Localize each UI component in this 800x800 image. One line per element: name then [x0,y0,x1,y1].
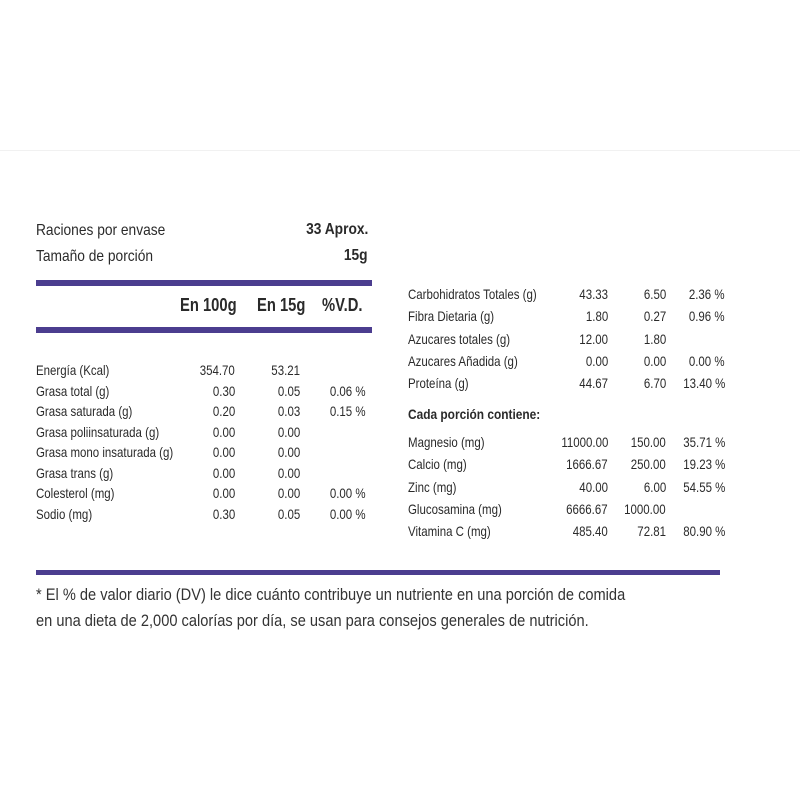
value-per-100g: 0.20 [212,403,235,419]
nutrient-name: Magnesio (mg) [408,434,485,450]
daily-value-percent: 80.90 % [682,523,725,540]
value-per-15g: 6.50 [643,286,666,302]
portion-nutrient-table [408,432,728,543]
value-per-100g: 44.67 [579,375,608,392]
daily-value-percent: 0.15 % [330,403,366,419]
nutrient-row [36,442,376,463]
nutrient-name: Proteína (g) [408,375,469,392]
nutrient-name: Fibra Dietaria (g) [408,308,495,325]
value-per-100g: 0.00 [212,464,235,481]
portion-contains-heading: Cada porción contiene: [408,406,541,422]
nutrient-name: Grasa poliinsaturada (g) [36,423,160,440]
nutrient-name: Grasa mono insaturada (g) [36,444,174,460]
right-nutrient-table [408,284,728,395]
servings-label: Raciones por envase [36,222,166,239]
value-per-15g: 6.70 [643,375,666,392]
value-per-15g: 0.27 [643,308,666,325]
daily-value-percent: 13.40 % [682,375,725,392]
nutrient-name: Vitamina C (mg) [408,523,491,540]
daily-value-percent: 35.71 % [682,434,725,450]
servings-row [36,218,372,244]
nutrient-name: Azucares totales (g) [408,330,511,347]
nutrient-name: Sodio (mg) [36,505,93,522]
daily-value-percent: 19.23 % [682,456,725,473]
value-per-100g: 1666.67 [566,456,608,473]
value-per-15g: 0.00 [643,352,666,369]
column-header-100g: En 100g [180,295,237,315]
top-margin-band [0,0,800,151]
nutrient-row [408,477,728,499]
value-per-100g: 0.00 [585,352,608,369]
value-per-100g: 0.00 [212,485,235,501]
nutrient-row [36,401,376,422]
portion-row [36,244,372,270]
nutrient-name: Azucares Añadida (g) [408,352,518,369]
daily-value-percent: 54.55 % [682,478,725,495]
value-per-15g: 1000.00 [624,500,666,517]
value-per-15g: 72.81 [637,523,666,540]
value-per-100g: 0.00 [212,444,235,460]
daily-value-percent: 0.00 % [689,352,725,369]
nutrient-row [408,454,728,476]
nutrient-row [36,381,376,402]
value-per-100g: 12.00 [579,330,608,347]
value-per-15g: 6.00 [643,478,666,495]
portion-value: 15g [344,247,368,264]
nutrient-row [36,422,376,443]
nutrient-row [408,351,728,373]
nutrient-row [408,521,728,543]
nutrient-name: Calcio (mg) [408,456,467,473]
value-per-15g: 0.03 [277,403,300,419]
daily-value-percent: 0.00 % [330,505,366,522]
servings-value: 33 Aprox. [305,221,368,238]
value-per-100g: 354.70 [199,362,235,378]
value-per-100g: 0.30 [212,505,235,522]
nutrient-name: Grasa total (g) [36,382,110,399]
nutrient-row [408,306,728,328]
footnote-line-1: * El % de valor diario (DV) le dice cuánto contribuye un nutriente en una porción de comida [36,585,626,604]
value-per-100g: 0.00 [212,423,235,440]
nutrient-row [408,432,728,454]
value-per-100g: 485.40 [572,523,608,540]
column-header-vd: %V.D. [322,295,363,315]
value-per-15g: 0.00 [277,423,300,440]
value-per-100g: 43.33 [579,286,608,302]
nutrient-row [36,463,376,484]
daily-value-footnote [36,582,800,634]
nutrient-name: Glucosamina (mg) [408,500,502,517]
header-divider-top [36,280,372,286]
value-per-100g: 1.80 [585,308,608,325]
value-per-15g: 0.05 [277,505,300,522]
nutrient-row [408,373,728,395]
footnote-line-2: en una dieta de 2,000 calorías por día, se usan para consejos generales de nutrición. [36,611,589,630]
nutrient-row [408,284,728,306]
nutrient-row [408,329,728,351]
value-per-15g: 0.00 [277,485,300,501]
nutrient-row [36,504,376,525]
column-header-15g: En 15g [257,295,306,315]
value-per-100g: 6666.67 [566,500,608,517]
daily-value-percent: 0.00 % [330,485,366,501]
daily-value-percent: 0.06 % [330,382,366,399]
value-per-15g: 250.00 [630,456,666,473]
serving-info [36,218,372,270]
nutrient-row [36,360,376,381]
nutrient-name: Grasa saturada (g) [36,403,133,419]
nutrient-name: Energía (Kcal) [36,362,110,378]
value-per-15g: 0.05 [277,382,300,399]
daily-value-percent: 2.36 % [689,286,725,302]
value-per-15g: 0.00 [277,464,300,481]
nutrient-row [408,499,728,521]
header-divider-bottom [36,327,372,333]
left-nutrient-table [36,360,376,524]
nutrient-name: Colesterol (mg) [36,485,115,501]
nutrient-name: Grasa trans (g) [36,464,114,481]
nutrient-name: Carbohidratos Totales (g) [408,286,537,302]
nutrient-name: Zinc (mg) [408,478,457,495]
value-per-100g: 11000.00 [560,434,608,450]
portion-label: Tamaño de porción [36,248,154,265]
value-per-15g: 1.80 [643,330,666,347]
value-per-15g: 0.00 [277,444,300,460]
value-per-100g: 0.30 [212,382,235,399]
nutrient-row [36,483,376,504]
value-per-15g: 150.00 [630,434,666,450]
footnote-divider [36,570,720,575]
value-per-100g: 40.00 [579,478,608,495]
daily-value-percent: 0.96 % [689,308,725,325]
value-per-15g: 53.21 [271,362,300,378]
